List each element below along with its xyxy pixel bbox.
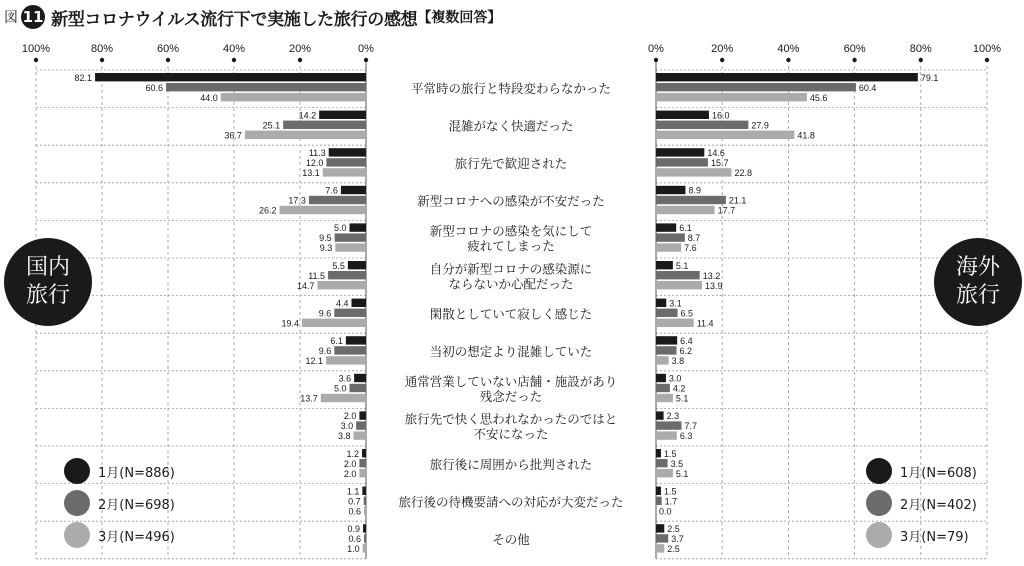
value-label-right: 11.4 xyxy=(696,318,714,329)
legend-label: 2月(N=698) xyxy=(98,497,175,513)
value-label-left: 25.1 xyxy=(262,120,281,131)
bar-left-series-3 xyxy=(323,168,366,176)
domestic-travel-label xyxy=(4,238,92,326)
legend-swatch-jan xyxy=(64,458,90,484)
tick-dot-left xyxy=(232,58,236,62)
value-label-left: 0.6 xyxy=(348,506,362,517)
bar-left-series-3 xyxy=(335,243,366,251)
value-label-left: 2.0 xyxy=(343,411,357,422)
bar-right-series-2 xyxy=(656,459,668,467)
category-label xyxy=(455,156,568,171)
bar-left-series-1 xyxy=(346,336,366,344)
value-label-left: 82.1 xyxy=(74,72,93,83)
value-label-left: 26.2 xyxy=(259,205,277,216)
bar-right-series-2 xyxy=(656,421,681,429)
value-label-left: 19.4 xyxy=(281,318,299,329)
value-label-right: 13.2 xyxy=(702,270,721,281)
tick-label-right: 40% xyxy=(777,43,800,55)
tick-dot-right xyxy=(852,58,856,62)
category-label-line: 平常時の旅行と特段変わらなかった xyxy=(410,81,612,96)
legend-label: 3月(N=496) xyxy=(98,529,175,545)
value-label-left: 9.6 xyxy=(318,346,332,356)
bar-right-series-1 xyxy=(656,111,709,119)
value-label-left: 17.3 xyxy=(288,195,306,206)
value-label-right: 6.4 xyxy=(680,336,693,346)
bar-left-series-1 xyxy=(341,186,366,194)
bar-left-series-1 xyxy=(359,411,366,419)
value-label-right: 8.9 xyxy=(688,185,701,196)
legend-swatch-feb xyxy=(64,490,90,516)
category-label xyxy=(398,494,623,509)
value-label-right: 22.8 xyxy=(734,168,752,178)
bar-right-series-2 xyxy=(656,233,685,241)
tick-label-left: 100% xyxy=(21,43,51,55)
bar-left-series-3 xyxy=(326,356,366,364)
value-label-right: 6.1 xyxy=(679,223,692,234)
value-label-left: 60.6 xyxy=(145,82,164,93)
category-label xyxy=(405,412,618,442)
value-label-right: 6.3 xyxy=(679,431,693,442)
value-label-left: 9.5 xyxy=(319,233,332,244)
category-label xyxy=(430,457,593,472)
bar-left-series-2 xyxy=(364,534,366,542)
category-label-line: 旅行後に周囲から批判された xyxy=(429,457,593,472)
bar-right-series-3 xyxy=(656,544,664,552)
bar-left-series-3 xyxy=(363,544,366,552)
bar-left-series-1 xyxy=(351,299,366,307)
category-label-line: 自分が新型コロナの感染源に xyxy=(429,262,593,277)
category-label-line: その他 xyxy=(492,533,530,547)
value-label-left: 36.7 xyxy=(224,130,242,141)
value-label-right: 14.6 xyxy=(707,148,725,158)
bar-right-series-1 xyxy=(656,524,664,532)
category-label-line: 旅行先で歓迎された xyxy=(454,157,568,171)
value-label-left: 0.9 xyxy=(347,524,361,534)
tick-dot-right xyxy=(720,58,724,62)
category-label-line: ならないか心配だった xyxy=(448,277,574,292)
bar-right-series-1 xyxy=(656,374,666,382)
bar-right-series-3 xyxy=(656,206,715,214)
value-label-left: 12.1 xyxy=(305,356,324,366)
value-label-right: 3.1 xyxy=(669,298,682,309)
value-label-right: 5.1 xyxy=(675,468,689,479)
bar-left-series-1 xyxy=(348,261,366,269)
bar-right-series-3 xyxy=(656,93,807,101)
tick-label-right: 0% xyxy=(648,43,664,55)
value-label-right: 3.5 xyxy=(670,458,684,469)
category-label-line: 新型コロナへの感染が不安だった xyxy=(417,194,605,209)
value-label-left: 1.2 xyxy=(346,448,360,459)
value-label-left: 0.7 xyxy=(348,496,361,507)
value-label-left: 1.1 xyxy=(346,486,360,497)
legend-label: 1月(N=886) xyxy=(98,465,175,481)
category-label xyxy=(430,306,593,321)
value-label-left: 4.4 xyxy=(335,298,349,309)
tick-label-left: 0% xyxy=(358,43,374,55)
legend-label: 3月(N=79) xyxy=(900,529,969,545)
bar-right-series-2 xyxy=(656,346,677,354)
bar-left-series-1 xyxy=(350,223,367,231)
bar-right-series-2 xyxy=(656,121,748,129)
tick-dot-left xyxy=(34,58,38,62)
category-label xyxy=(417,194,605,209)
tick-dot-left xyxy=(364,58,368,62)
category-label xyxy=(430,224,593,254)
value-label-left: 7.6 xyxy=(325,185,338,196)
bar-right-series-1 xyxy=(656,73,918,81)
bar-right-series-2 xyxy=(656,271,700,279)
value-label-right: 5.1 xyxy=(675,260,689,271)
bar-right-series-1 xyxy=(656,487,661,495)
legend-international xyxy=(866,455,977,551)
category-label-line: 通常営業していない店舗・施設があり xyxy=(404,375,618,390)
value-label-left: 2.0 xyxy=(343,468,357,479)
value-label-right: 1.7 xyxy=(664,496,678,507)
bar-left-series-1 xyxy=(363,524,366,532)
bar-right-series-1 xyxy=(656,336,677,344)
value-label-right: 6.5 xyxy=(680,308,694,319)
category-label-line: 旅行先で快く思われなかったのではと xyxy=(404,412,618,427)
value-label-left: 3.8 xyxy=(337,431,351,442)
bar-right-series-3 xyxy=(656,243,681,251)
legend-item-feb xyxy=(64,487,175,519)
value-label-right: 2.3 xyxy=(666,411,680,422)
bar-left-series-1 xyxy=(354,374,366,382)
tick-dot-left xyxy=(298,58,302,62)
value-label-right: 6.2 xyxy=(679,346,693,356)
bar-left-series-2 xyxy=(283,121,366,129)
value-label-right: 21.1 xyxy=(728,195,747,206)
value-label-right: 4.2 xyxy=(672,383,686,394)
bar-right-series-2 xyxy=(656,497,662,505)
chart-subtitle: 【複数回答】 xyxy=(417,10,502,26)
tick-label-left: 20% xyxy=(288,43,312,55)
value-label-right: 41.8 xyxy=(797,130,815,141)
bar-left-series-2 xyxy=(328,271,366,279)
bar-left-series-1 xyxy=(329,148,366,156)
category-label xyxy=(405,374,618,404)
legend-swatch-feb xyxy=(866,490,892,516)
tick-dot-right xyxy=(919,58,923,62)
value-label-left: 1.0 xyxy=(347,544,360,554)
bar-right-series-1 xyxy=(656,449,661,457)
international-travel-text: 海外旅行 xyxy=(955,255,1000,308)
value-label-right: 79.1 xyxy=(920,72,939,83)
value-label-left: 13.7 xyxy=(300,393,318,404)
value-label-left: 9.3 xyxy=(319,243,333,254)
category-label xyxy=(448,118,573,133)
bar-right-series-3 xyxy=(656,319,694,327)
value-label-right: 2.5 xyxy=(667,524,680,534)
value-label-right: 15.7 xyxy=(710,158,729,168)
value-label-left: 14.7 xyxy=(296,280,315,291)
figure-prefix: 図 xyxy=(4,10,18,26)
bar-left-series-3 xyxy=(364,507,366,515)
legend-label: 1月(N=608) xyxy=(900,465,977,481)
bar-left-series-2 xyxy=(350,384,367,392)
value-label-right: 0.0 xyxy=(659,506,672,517)
bar-left-series-1 xyxy=(362,449,366,457)
bar-right-series-1 xyxy=(656,411,664,419)
bar-left-series-2 xyxy=(359,459,366,467)
value-label-right: 7.6 xyxy=(684,243,697,254)
bar-left-series-3 xyxy=(317,281,366,289)
category-label xyxy=(492,532,530,547)
value-label-left: 2.0 xyxy=(343,458,357,469)
bar-right-series-2 xyxy=(656,309,678,317)
bar-right-series-1 xyxy=(656,186,685,194)
bar-right-series-1 xyxy=(656,148,704,156)
tick-dot-right xyxy=(985,58,989,62)
value-label-left: 3.6 xyxy=(338,373,352,384)
category-label xyxy=(430,344,593,359)
value-label-right: 7.7 xyxy=(684,421,698,432)
bar-left-series-2 xyxy=(334,346,366,354)
value-label-right: 5.1 xyxy=(675,393,689,404)
legend-swatch-mar xyxy=(866,522,892,548)
value-label-right: 13.9 xyxy=(705,280,723,291)
bar-left-series-2 xyxy=(166,83,366,91)
bar-right-series-3 xyxy=(656,168,731,176)
value-label-left: 9.6 xyxy=(318,308,332,319)
value-label-right: 3.7 xyxy=(671,534,684,544)
bar-left-series-3 xyxy=(353,431,366,439)
bar-right-series-2 xyxy=(656,534,668,542)
tick-label-right: 80% xyxy=(909,43,932,55)
bar-left-series-2 xyxy=(364,497,366,505)
value-label-right: 8.7 xyxy=(687,233,701,244)
bar-right-series-3 xyxy=(656,281,702,289)
legend-swatch-mar xyxy=(64,522,90,548)
bar-right-series-3 xyxy=(656,431,677,439)
value-label-left: 3.0 xyxy=(340,421,354,432)
bar-right-series-1 xyxy=(656,261,673,269)
bar-right-series-3 xyxy=(656,394,673,402)
value-label-left: 0.6 xyxy=(348,534,362,544)
value-label-left: 44.0 xyxy=(200,92,218,103)
tick-dot-right xyxy=(654,58,658,62)
bar-left-series-2 xyxy=(356,421,366,429)
tick-dot-right xyxy=(786,58,790,62)
legend-item-mar xyxy=(64,519,175,551)
value-label-right: 17.7 xyxy=(717,205,736,216)
bar-left-series-1 xyxy=(95,73,366,81)
value-label-left: 13.1 xyxy=(302,168,320,178)
legend-swatch-jan xyxy=(866,458,892,484)
legend-item-mar xyxy=(866,519,977,551)
category-label-line: 残念だった xyxy=(479,390,543,405)
figure-number-badge: 11 xyxy=(21,5,45,29)
bar-left-series-1 xyxy=(362,487,366,495)
bar-right-series-1 xyxy=(656,299,666,307)
chart-title: 新型コロナウイルス流行下で実施した旅行の感想 xyxy=(51,9,418,30)
value-label-left: 5.0 xyxy=(333,223,347,234)
category-label xyxy=(430,261,593,291)
bar-right-series-3 xyxy=(656,131,794,139)
category-label-line: 当初の想定より混雑していた xyxy=(429,345,593,359)
legend-label: 2月(N=402) xyxy=(900,497,977,513)
category-label-line: 混雑がなく快適だった xyxy=(448,119,574,134)
value-label-right: 2.5 xyxy=(667,544,680,554)
international-travel-label xyxy=(934,238,1022,326)
value-label-left: 12.0 xyxy=(305,158,324,168)
bar-right-series-3 xyxy=(656,356,669,364)
bar-right-series-2 xyxy=(656,158,708,166)
tick-dot-left xyxy=(100,58,104,62)
legend-item-jan xyxy=(866,455,977,487)
category-label-line: 旅行後の待機要請への対応が大変だった xyxy=(398,495,624,510)
value-label-right: 16.0 xyxy=(711,110,730,121)
tick-label-right: 60% xyxy=(843,43,866,55)
tick-dot-left xyxy=(166,58,170,62)
tick-label-right: 100% xyxy=(972,43,1002,55)
bar-right-series-2 xyxy=(656,196,726,204)
category-label xyxy=(411,81,611,96)
bar-left-series-2 xyxy=(334,309,366,317)
tick-label-left: 60% xyxy=(156,43,180,55)
legend-item-feb xyxy=(866,487,977,519)
category-label-line: 閑散としていて寂しく感じた xyxy=(429,307,593,322)
bar-left-series-3 xyxy=(321,394,366,402)
bar-right-series-2 xyxy=(656,384,670,392)
tick-label-right: 20% xyxy=(711,43,734,55)
value-label-left: 11.3 xyxy=(308,148,326,158)
bar-left-series-1 xyxy=(319,111,366,119)
value-label-right: 3.0 xyxy=(668,373,682,384)
value-label-left: 6.1 xyxy=(330,336,343,346)
category-label-line: 不安になった xyxy=(473,427,549,442)
bar-left-series-3 xyxy=(245,131,366,139)
bar-right-series-1 xyxy=(656,223,676,231)
domestic-travel-text: 国内旅行 xyxy=(25,255,70,308)
tick-label-left: 80% xyxy=(90,43,114,55)
category-label-line: 疲れてしまった xyxy=(467,239,555,254)
value-label-left: 11.5 xyxy=(308,270,326,281)
value-label-right: 60.4 xyxy=(858,82,877,93)
value-label-right: 1.5 xyxy=(663,486,677,497)
value-label-right: 3.8 xyxy=(671,356,685,366)
bar-left-series-3 xyxy=(359,469,366,477)
legend-domestic xyxy=(64,455,175,551)
value-label-right: 1.5 xyxy=(663,448,677,459)
value-label-left: 5.5 xyxy=(332,260,345,271)
tick-label-left: 40% xyxy=(222,43,246,55)
bar-left-series-3 xyxy=(280,206,366,214)
category-label-line: 新型コロナの感染を気にして xyxy=(429,224,593,239)
bar-left-series-2 xyxy=(326,158,366,166)
value-label-left: 14.2 xyxy=(298,110,317,121)
bar-left-series-2 xyxy=(335,233,366,241)
legend-item-jan xyxy=(64,455,175,487)
value-label-right: 27.9 xyxy=(751,120,769,131)
value-label-left: 5.0 xyxy=(333,383,347,394)
bar-left-series-3 xyxy=(302,319,366,327)
bar-right-series-2 xyxy=(656,83,856,91)
bar-right-series-3 xyxy=(656,469,673,477)
bar-left-series-3 xyxy=(221,93,366,101)
value-label-right: 45.6 xyxy=(809,92,828,103)
bar-left-series-2 xyxy=(309,196,366,204)
